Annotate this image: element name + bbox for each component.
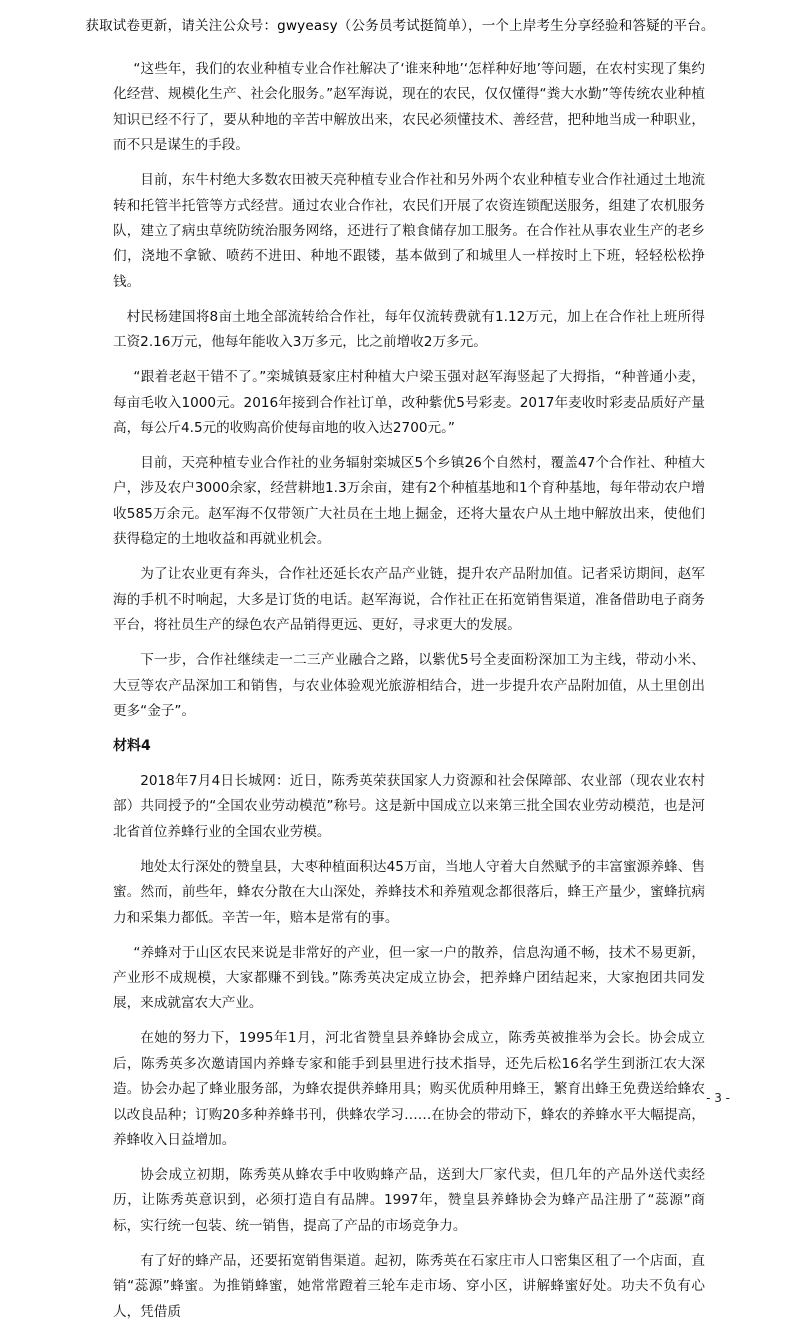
paragraph: 为了让农业更有奔头，合作社还延长农产品产业链，提升农产品附加值。记者采访期间，赵军海的手机不时响起，大多是订货的电话。赵军海说，合作社正在拓宽销售渠道，准备借助电子商务平台，将社员生产的绿色农产品销得更远、更好，寻求更大的发展。 [113, 566, 705, 634]
paragraph: 2018年7月4日长城网：近日，陈秀英荣获国家人力资源和社会保障部、农业部（现农业农村部）共同授予的“全国农业劳动模范”称号。这是新中国成立以来第三批全国农业劳动模范，也是河北省首位养蜂行业的全国农业劳模。 [113, 772, 705, 840]
page-number: - 3 - [706, 1091, 730, 1105]
paragraph: 目前，天亮种植专业合作社的业务辐射栾城区5个乡镇26个自然村，覆盖47个合作社、种植大户，涉及农户3000余家，经营耕地1.3万余亩，建有2个种植基地和1个育种基地，每年带动农户增收585万余元。赵军海不仅带领广大社员在土地上掘金，还将大量农户从土地中解放出来，使他们获得稳定的土地收益和再就业机会。 [113, 455, 705, 548]
paragraph: “跟着老赵干错不了。”栾城镇聂家庄村种植大户梁玉强对赵军海竖起了大拇指，“种普通小麦，每亩毛收入1000元。2016年接到合作社订单，改种紫优5号彩麦。2017年麦收时彩麦品质好产量高，每公斤4.5元的收购高价使每亩地的收入达2700元。” [113, 369, 705, 437]
section-title: 材料4 [113, 737, 151, 754]
paragraph: “养蜂对于山区农民来说是非常好的产业，但一家一户的散养，信息沟通不畅，技术不易更新，产业形不成规模，大家都赚不到钱。”陈秀英决定成立协会，把养蜂户团结起来，大家抱团共同发展，来成就富农大产业。 [113, 944, 705, 1012]
paragraph: 协会成立初期，陈秀英从蜂农手中收购蜂产品，送到大厂家代卖，但几年的产品外送代卖经历，让陈秀英意识到，必须打造自有品牌。1997年，赞皇县养蜂协会为蜂产品注册了“蕊源”商标，实行统一包装、统一销售，提高了产品的市场竞争力。 [113, 1166, 705, 1234]
paragraph: 下一步，合作社继续走一二三产业融合之路，以紫优5号全麦面粉深加工为主线，带动小米、大豆等农产品深加工和销售，与农业体验观光旅游相结合，进一步提升农产品附加值，从土里创出更多“金子”。 [113, 652, 705, 719]
paragraph: 有了好的蜂产品，还要拓宽销售渠道。起初，陈秀英在石家庄市人口密集区租了一个店面，直销“蕊源”蜂蜜。为推销蜂蜜，她常常蹬着三轮车走市场、穿小区，讲解蜂蜜好处。功夫不负有心人，凭借质 [113, 1252, 705, 1320]
document-body [113, 57, 705, 1335]
header-notice: 获取试卷更新，请关注公众号：gwyeasy（公务员考试挺简单），一个上岸考生分享经验和答疑的平台。 [85, 18, 715, 34]
paragraph: “这些年，我们的农业种植专业合作社解决了‘谁来种地’‘怎样种好地’等问题，在农村实现了集约化经营、规模化生产、社会化服务。”赵军海说，现在的农民，仅仅懂得“粪大水勤”等传统农业种植知识已经不行了，要从种地的辛苦中解放出来，农民必须懂技术、善经营，把种地当成一种职业，而不只是谋生的手段。 [113, 61, 705, 154]
paragraph: 目前，东牛村绝大多数农田被天亮种植专业合作社和另外两个农业种植专业合作社通过土地流转和托管半托管等方式经营。通过农业合作社，农民们开展了农资连锁配送服务，组建了农机服务队，建立了病虫草统防统治服务网络，还进行了粮食储存加工服务。在合作社从事农业生产的老乡们，浇地不拿锨、喷药不进田、种地不跟镂，基本做到了和城里人一样按时上下班，轻轻松松挣钱。 [113, 172, 705, 290]
paragraph: 在她的努力下，1995年1月，河北省赞皇县养蜂协会成立，陈秀英被推举为会长。协会成立后，陈秀英多次邀请国内养蜂专家和能手到县里进行技术指导，还先后松16名学生到浙江农大深造。协会办起了蜂业服务部，为蜂农提供养蜂用具；购买优质种用蜂王，繁育出蜂王免费送给蜂农以改良品种；订购20多种养蜂书刊，供蜂农学习……在协会的带动下，蜂农的养蜂水平大幅提高，养蜂收入日益增加。 [113, 1030, 705, 1148]
paragraph: 村民杨建国将8亩土地全部流转给合作社，每年仅流转费就有1.12万元，加上在合作社上班所得工资2.16万元，他每年能收入3万多元，比之前增收2万多元。 [113, 308, 705, 351]
paragraph: 地处太行深处的赞皇县，大枣种植面积达45万亩，当地人守着大自然赋予的丰富蜜源养蜂、售蜜。然而，前些年，蜂农分散在大山深处，养蜂技术和养殖观念都很落后，蜂王产量少，蜜蜂抗病力和采集力都低。辛苦一年，赔本是常有的事。 [113, 858, 705, 926]
